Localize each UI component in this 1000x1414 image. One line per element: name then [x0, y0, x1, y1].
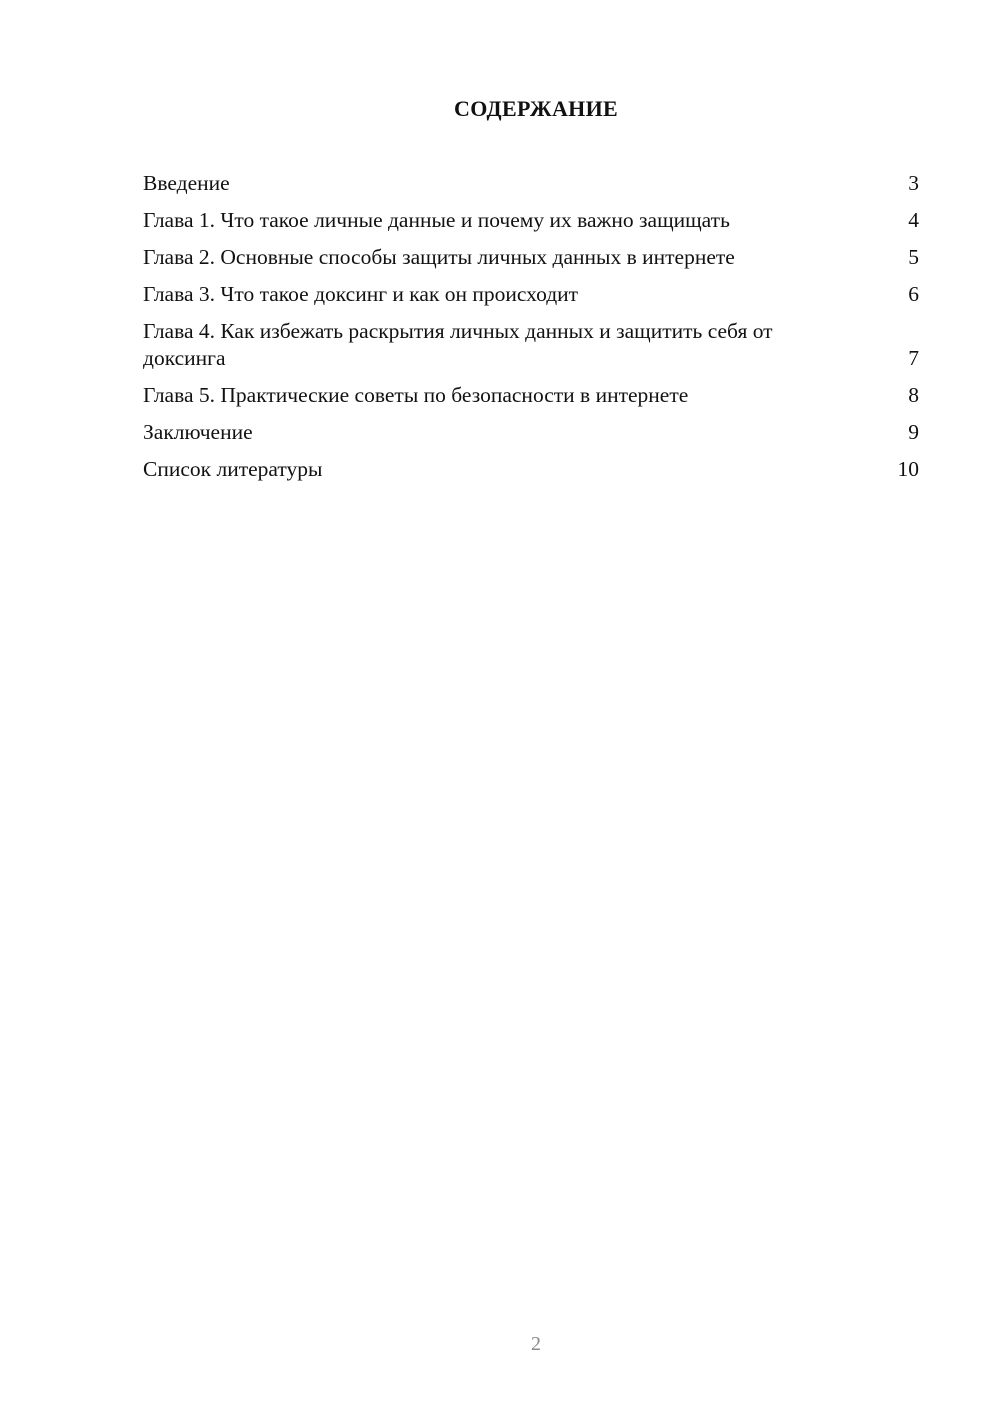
toc-entry-page: 7: [908, 346, 919, 370]
toc-entry-chapter-2: [143, 244, 919, 271]
toc-entry-chapter-1: [143, 207, 919, 234]
toc-entry-page: 6: [908, 282, 919, 306]
toc-entry-introduction: [143, 170, 919, 197]
toc-entry-conclusion: [143, 419, 919, 446]
toc-entry-page: 8: [908, 383, 919, 407]
toc-entry-label: Глава 5. Практические советы по безопасности в интернете: [143, 383, 689, 407]
toc-entry-page: 9: [908, 420, 919, 444]
table-of-contents: [143, 170, 919, 493]
toc-entry-chapter-3: [143, 281, 919, 308]
toc-entry-label: Заключение: [143, 420, 253, 444]
toc-entry-page: 3: [908, 171, 919, 195]
toc-entry-page: 4: [908, 208, 919, 232]
page-number: 2: [531, 1333, 541, 1355]
toc-entry-page: 10: [897, 457, 919, 481]
page-title: СОДЕРЖАНИЕ: [454, 96, 618, 121]
toc-entry-bibliography: [143, 456, 919, 483]
toc-entry-chapter-4: [143, 318, 919, 372]
toc-entry-label: Глава 3. Что такое доксинг и как он происходит: [143, 282, 579, 306]
toc-entry-label: Глава 1. Что такое личные данные и почему их важно защищать: [143, 208, 730, 232]
toc-entry-page: 5: [908, 245, 919, 269]
toc-entry-label: Глава 4. Как избежать раскрытия личных данных и защитить себя от доксинга: [143, 319, 773, 370]
toc-entry-label: Глава 2. Основные способы защиты личных данных в интернете: [143, 245, 735, 269]
toc-entry-label: Введение: [143, 171, 230, 195]
toc-entry-chapter-5: [143, 382, 919, 409]
toc-entry-label: Список литературы: [143, 457, 323, 481]
